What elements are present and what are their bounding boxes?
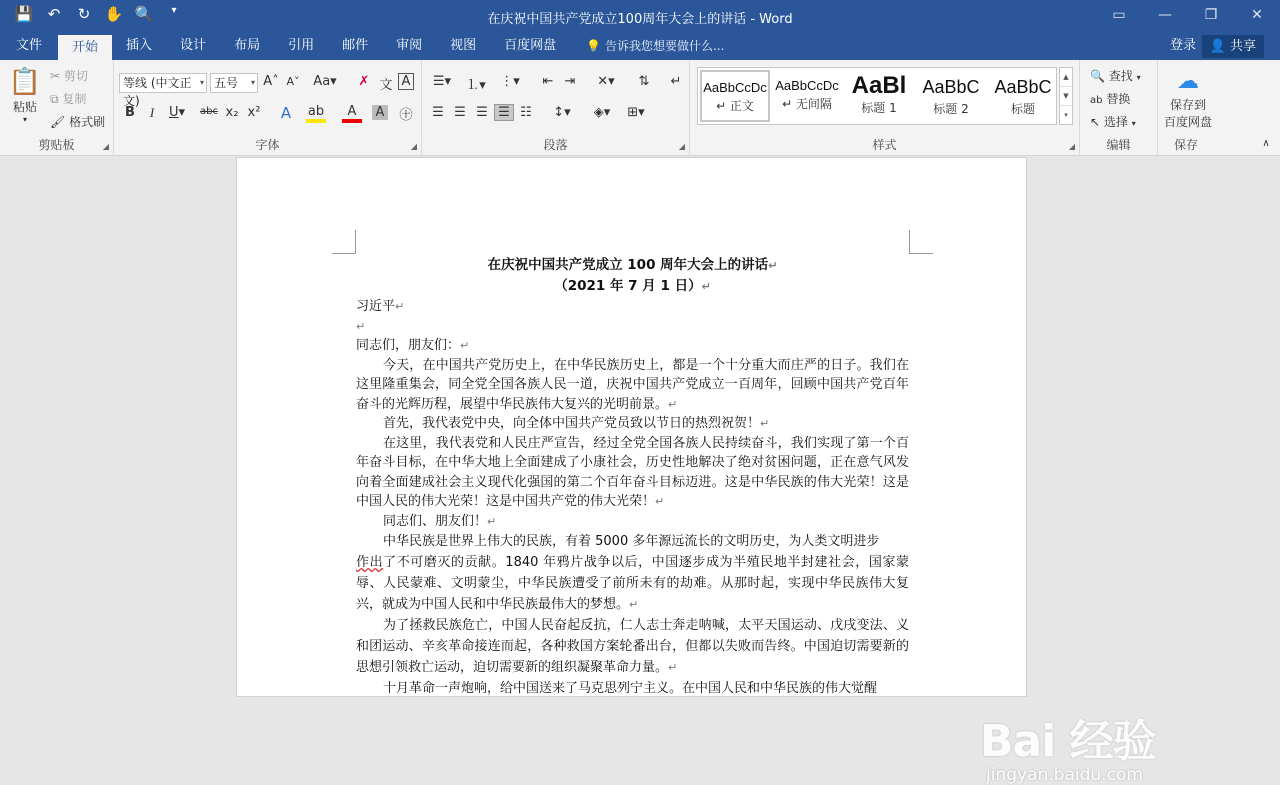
font-size-dropdown-icon: ▾ (250, 78, 255, 87)
style-preview: AaBbCcDc (703, 80, 767, 95)
doc-paragraph: 在这里，我代表党和人民庄严宣告，经过全党全国各族人民持续奋斗，我们实现了第一个百年奋斗目标，在中华大地上全面建成了小康社会，历史性地解决了绝对贫困问题，正在意气风发向着全面建成社会主义现代化强国的第二个百年奋斗目标迈进。这是中华民族的伟大光荣！这是中国人民的伟大光荣！这是中国共产党的伟大光荣！↵ (356, 435, 909, 509)
font-name-box[interactable] (119, 73, 207, 108)
window-title: 在庆祝中国共产党成立100周年大会上的讲话 - Word (487, 12, 793, 27)
format-painter-label: 格式刷 (69, 115, 106, 129)
find-label: 查找 (1108, 69, 1133, 83)
clipboard-icon: 📋 (8, 67, 42, 97)
highlight-color-icon[interactable]: ab (306, 104, 326, 123)
save-icon[interactable]: 💾 (14, 5, 34, 23)
minimize-icon[interactable]: — (1158, 7, 1172, 23)
paste-dropdown-icon: ▾ (22, 115, 27, 124)
character-border-icon[interactable]: A (398, 73, 414, 90)
chinese-layout-icon[interactable]: ✕▾ (597, 74, 615, 89)
phonetic-guide-icon[interactable]: 文 (379, 78, 393, 93)
style-name: ↵ 无间隔 (782, 97, 832, 111)
spelling-squiggle: 作出 (356, 555, 384, 570)
clipboard-group-label: 剪贴板 (38, 138, 75, 152)
tab-review[interactable]: 审阅 (396, 38, 423, 53)
redo-icon[interactable]: ↻ (77, 5, 91, 23)
character-shading-icon[interactable]: A (372, 105, 388, 120)
change-case-button[interactable]: Aa▾ (313, 74, 337, 89)
align-right-icon[interactable]: ☰ (476, 105, 488, 120)
style-no-spacing[interactable] (772, 70, 842, 122)
styles-scroller (1059, 67, 1073, 125)
italic-button[interactable]: I (149, 105, 155, 120)
select-dropdown-icon: ▾ (1131, 119, 1136, 128)
doc-greeting: 同志们，朋友们：↵ (356, 338, 470, 353)
show-marks-icon[interactable]: ↵ (670, 74, 682, 89)
tab-file[interactable]: 文件 (16, 38, 43, 53)
change-case-label: Aa (313, 74, 331, 89)
font-size-box[interactable] (210, 73, 258, 93)
ribbon-tabs (0, 32, 724, 60)
person-icon: 👤 (1209, 39, 1226, 54)
styles-gallery (697, 67, 1057, 125)
editing-group-label: 编辑 (1106, 138, 1131, 152)
tab-layout[interactable]: 布局 (234, 38, 261, 53)
brush-icon: 🖌 (50, 115, 66, 129)
document-page[interactable] (236, 157, 1027, 697)
font-name-value: 等线 (中文正文) (123, 76, 192, 108)
quick-access-toolbar (14, 5, 184, 23)
cut-label: 剪切 (63, 69, 88, 83)
watermark-url: jingyan.baidu.com (986, 765, 1143, 785)
title-bar (0, 0, 1280, 32)
text-effects-icon[interactable]: A (280, 104, 292, 122)
style-normal[interactable] (700, 70, 770, 122)
underline-label: U (168, 105, 179, 120)
save-to-label: 保存到 (1169, 98, 1206, 112)
doc-paragraph: 十月革命一声炮响，给中国送来了马克思列宁主义。在中国人民和中华民族的伟大觉醒 (383, 681, 878, 696)
baidu-cloud-icon: ☁ (1177, 69, 1199, 94)
select-label: 选择 (1103, 115, 1128, 129)
find-button[interactable] (1090, 67, 1141, 84)
tell-me-box[interactable] (570, 32, 724, 60)
replace-button[interactable] (1090, 90, 1130, 107)
paragraph-launcher-icon[interactable]: ◢ (678, 142, 685, 151)
ribbon-tabs-bar (0, 32, 1280, 60)
doc-paragraph: 中华民族是世界上伟大的民族，有着 5000 多年源远流长的文明历史，为人类文明进步 (383, 534, 880, 549)
font-name-dropdown-icon: ▾ (200, 74, 204, 92)
line-spacing-icon[interactable]: ↕▾ (553, 105, 571, 120)
share-label: 共享 (1229, 39, 1256, 54)
shrink-font-icon[interactable]: A˅ (286, 75, 300, 88)
style-preview: AaBl (851, 72, 907, 99)
baidu-jingyan-watermark (980, 705, 1156, 785)
tab-view[interactable]: 视图 (450, 38, 477, 53)
doc-date: （2021 年 7 月 1 日）↵ (554, 278, 711, 294)
touch-mode-icon[interactable]: ✋ (104, 5, 124, 23)
paragraph-group (422, 60, 690, 156)
tab-design[interactable]: 设计 (180, 38, 207, 53)
save-group-label: 保存 (1173, 138, 1198, 152)
style-preview: AaBbC (922, 77, 980, 97)
strikethrough-button[interactable]: abc (200, 106, 218, 117)
clipboard-launcher-icon[interactable]: ◢ (102, 142, 109, 151)
paste-button[interactable] (8, 66, 42, 124)
sort-icon[interactable]: ⇅ (638, 74, 650, 89)
crop-mark-left (332, 230, 356, 254)
ribbon (0, 60, 1280, 156)
scissors-icon: ✂ (50, 69, 61, 83)
styles-launcher-icon[interactable]: ◢ (1068, 142, 1075, 151)
ribbon-display-icon[interactable]: ▭ (1112, 7, 1126, 23)
align-left-icon[interactable]: ☰ (432, 105, 444, 120)
style-preview: AaBbC (994, 77, 1052, 97)
clear-format-icon[interactable]: ✗ (358, 74, 370, 89)
format-painter-button[interactable] (50, 113, 105, 130)
style-name: 标题 2 (933, 102, 969, 116)
customize-qat-icon[interactable]: ▾ (171, 5, 177, 16)
style-heading-2[interactable] (916, 70, 986, 122)
undo-icon[interactable]: ↶ (47, 5, 61, 23)
login-link[interactable]: 登录 (1169, 38, 1196, 53)
document-content[interactable] (356, 255, 909, 699)
paragraph-group-label: 段落 (543, 138, 568, 152)
decrease-indent-icon[interactable]: ⇤ (542, 74, 554, 89)
paste-label: 粘贴 (12, 100, 37, 114)
grow-font-icon[interactable]: A˄ (263, 74, 279, 89)
bold-button[interactable]: B (125, 105, 135, 120)
cut-button[interactable] (50, 67, 88, 84)
editing-group (1080, 60, 1158, 156)
distributed-icon[interactable]: ☷ (520, 105, 532, 120)
style-name: 标题 1 (861, 101, 897, 115)
maximize-icon[interactable]: ❐ (1204, 7, 1218, 23)
doc-paragraph: 作出了不可磨灭的贡献。1840 年鸦片战争以后，中国逐步成为半殖民地半封建社会，国家蒙辱、人民蒙难、文明蒙尘，中华民族遭受了前所未有的劫难。从那时起，实现中华民族伟大复兴，就成为中国人民和中华民族最伟大的梦想。↵ (356, 555, 909, 612)
superscript-button[interactable]: x² (247, 105, 261, 120)
doc-paragraph: 首先，我代表党中央，向全体中国共产党员致以节日的热烈祝贺！↵ (383, 416, 770, 431)
cursor-icon: ↖ (1090, 115, 1101, 129)
replace-icon: ab (1090, 95, 1103, 106)
styles-more-icon[interactable]: ▾ (1064, 111, 1068, 119)
styles-down-icon[interactable]: ▼ (1060, 87, 1072, 106)
clipboard-group (0, 60, 114, 156)
empty-paragraph: ↵ (356, 319, 366, 333)
style-title[interactable] (988, 70, 1058, 122)
borders-icon[interactable]: ⊞▾ (627, 105, 645, 120)
font-launcher-icon[interactable]: ◢ (410, 142, 417, 151)
doc-paragraph: 为了拯救民族危亡，中国人民奋起反抗，仁人志士奔走呐喊，太平天国运动、戊戌变法、义和团运动、辛亥革命接连而起，各种救国方案轮番出台，但都以失败而告终。中国迫切需要新的思想引领救亡运动，迫切需要新的组织凝聚革命力量。↵ (356, 618, 909, 675)
font-group-label: 字体 (255, 138, 280, 152)
multilevel-list-icon[interactable]: ⋮▾ (500, 74, 520, 89)
watermark-brand: Bai 经验 (980, 716, 1156, 767)
save-to-baidu-button[interactable] (1160, 68, 1216, 130)
tell-me-text: 告诉我您想要做什么... (604, 39, 725, 53)
style-preview: AaBbCcDc (775, 78, 839, 93)
underline-button[interactable]: U▾ (168, 105, 186, 120)
tab-insert[interactable]: 插入 (126, 38, 153, 53)
crop-mark-right (909, 230, 933, 254)
search-icon: 🔍 (1090, 69, 1105, 83)
style-name: ↵ 正文 (716, 99, 754, 113)
enclose-characters-icon[interactable]: ㊉ (399, 108, 413, 123)
doc-paragraph: 今天，在中国共产党历史上，在中华民族历史上，都是一个十分重大而庄严的日子。我们在这里隆重集会，同全党全国各族人民一道，庆祝中国共产党成立一百周年，回顾中国共产党百年奋斗的光辉历程，展望中华民族伟大复兴的光明前景。↵ (356, 357, 909, 412)
increase-indent-icon[interactable]: ⇥ (564, 74, 576, 89)
bullets-icon[interactable]: ☰▾ (432, 74, 452, 89)
copy-icon: ⧉ (50, 92, 59, 106)
doc-title: 在庆祝中国共产党成立 100 周年大会上的讲话↵ (487, 257, 778, 273)
font-color-icon[interactable]: A (342, 104, 362, 123)
font-group (114, 60, 422, 156)
numbering-icon[interactable]: ⒈▾ (466, 78, 486, 93)
doc-paragraph-rest: 了不可磨灭的贡献。1840 年鸦片战争以后，中国逐步成为半殖民地半封建社会，国家蒙辱、人民蒙难、文明蒙尘，中华民族遭受了前所未有的劫难。从那时起，实现中华民族伟大复兴，就成为中国人民和中华民族最伟大的梦想。 (356, 555, 909, 612)
tab-mailings[interactable]: 邮件 (342, 38, 369, 53)
lightbulb-icon: 💡 (586, 39, 602, 53)
tab-baidu-pan[interactable]: 百度网盘 (504, 38, 557, 53)
window-controls (1096, 0, 1280, 32)
close-icon[interactable]: ✕ (1251, 7, 1263, 23)
find-dropdown-icon: ▾ (1136, 73, 1141, 82)
style-heading-1[interactable] (844, 70, 914, 122)
select-button[interactable] (1090, 113, 1136, 130)
subscript-button[interactable]: x₂ (225, 105, 239, 120)
replace-label: 替换 (1106, 92, 1131, 106)
copy-label: 复制 (62, 92, 87, 106)
tab-home[interactable]: 开始 (58, 35, 112, 60)
save-group (1158, 60, 1214, 156)
share-button[interactable] (1202, 35, 1264, 58)
copy-button[interactable] (50, 90, 86, 107)
justify-icon[interactable]: ☰ (494, 104, 514, 121)
font-size-value: 五号 (214, 76, 239, 90)
shading-icon[interactable]: ◈▾ (593, 105, 611, 120)
styles-up-icon[interactable]: ▲ (1060, 68, 1072, 87)
doc-author: 习近平↵ (356, 299, 405, 314)
collapse-ribbon-icon[interactable]: ∧ (1262, 138, 1270, 149)
style-name: 标题 (1010, 102, 1035, 116)
baidu-pan-label: 百度网盘 (1163, 115, 1212, 129)
align-center-icon[interactable]: ☰ (454, 105, 466, 120)
document-area (0, 157, 1280, 785)
doc-paragraph: 同志们、朋友们！↵ (383, 513, 497, 529)
tab-references[interactable]: 引用 (288, 38, 315, 53)
print-preview-icon[interactable]: 🔍 (134, 5, 154, 23)
styles-group-label: 样式 (872, 138, 897, 152)
